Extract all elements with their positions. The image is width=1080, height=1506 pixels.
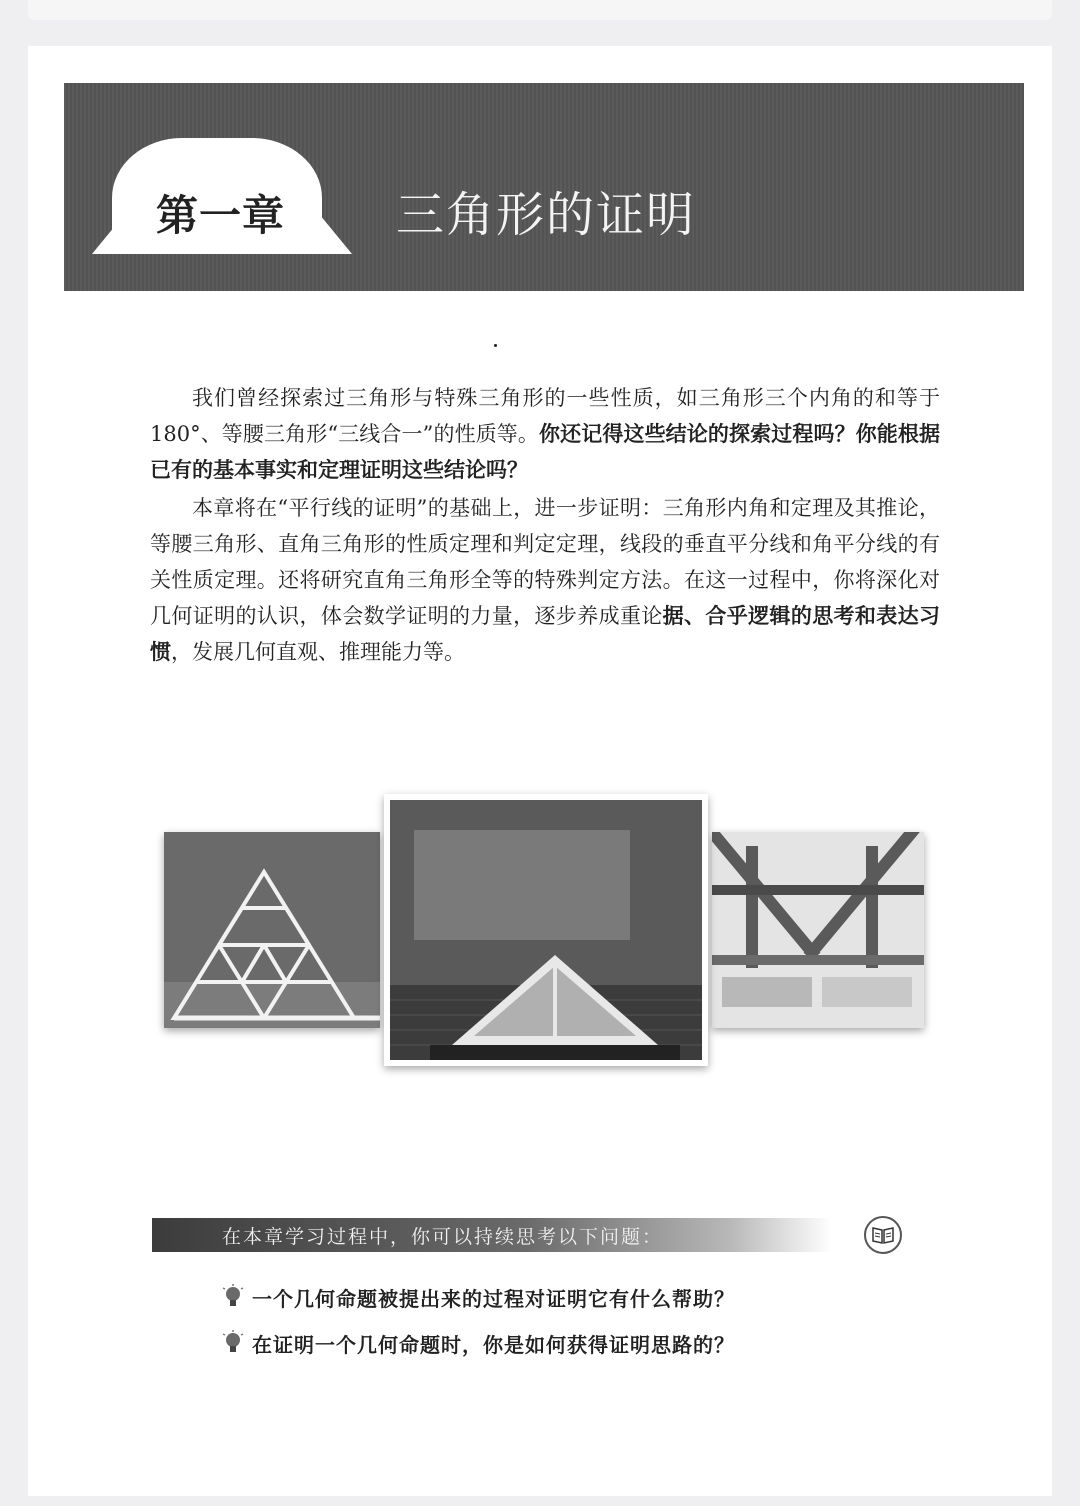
photo-wooden-truss bbox=[712, 832, 924, 1028]
chapter-number: 第一章 bbox=[155, 191, 285, 240]
intro-p2-part-b: 据、合乎逻辑的思考和表达习惯 bbox=[150, 603, 941, 664]
dot-mark bbox=[494, 344, 497, 347]
intro-p2-part-a: 本章将在“平行线的证明”的基础上，进一步证明：三角形内角和定理及其推论，等腰三角形、直角三角形的性质定理和判定定理，线段的垂直平分线和角平分线的有关性质定理。还将研究直角三角形全等的特殊判定方法。在这一过程中，你将深化对几何证明的认识，体会数学证明的力量，逐步养成重论 bbox=[150, 496, 940, 628]
intro-paragraph-2 bbox=[150, 490, 940, 670]
question-item bbox=[222, 1320, 735, 1366]
book-icon bbox=[864, 1216, 902, 1254]
intro-p2-part-c: ，发展几何直观、推理能力等。 bbox=[171, 640, 465, 664]
question-item bbox=[222, 1274, 735, 1320]
intro-p1-part-a: 我们曾经探索过三角形与特殊三角形的一些性质，如三角形三个内角的和等于 180°、等腰三角形“三线合一”的性质等。 bbox=[150, 386, 940, 446]
question-list bbox=[222, 1274, 735, 1366]
question-text: 在证明一个几何命题时，你是如何获得证明思路的？ bbox=[252, 1332, 735, 1357]
textbook-page bbox=[28, 46, 1052, 1496]
question-text: 一个几何命题被提出来的过程对证明它有什么帮助？ bbox=[252, 1286, 735, 1311]
intro-text bbox=[150, 380, 940, 672]
intro-paragraph-1 bbox=[150, 380, 940, 488]
photo-roof-gable bbox=[384, 794, 708, 1066]
lightbulb-icon bbox=[222, 1330, 244, 1356]
think-heading: 在本章学习过程中，你可以持续思考以下问题： bbox=[222, 1226, 664, 1248]
lightbulb-icon bbox=[222, 1284, 244, 1310]
photo-glass-pyramid bbox=[164, 832, 380, 1028]
chapter-title: 三角形的证明 bbox=[396, 187, 697, 243]
intro-p1-part-b: 你还记得这些结论的探索过程吗？你能根据已有的基本事实和定理证明这些结论吗？ bbox=[150, 421, 940, 482]
top-strip bbox=[28, 0, 1052, 20]
